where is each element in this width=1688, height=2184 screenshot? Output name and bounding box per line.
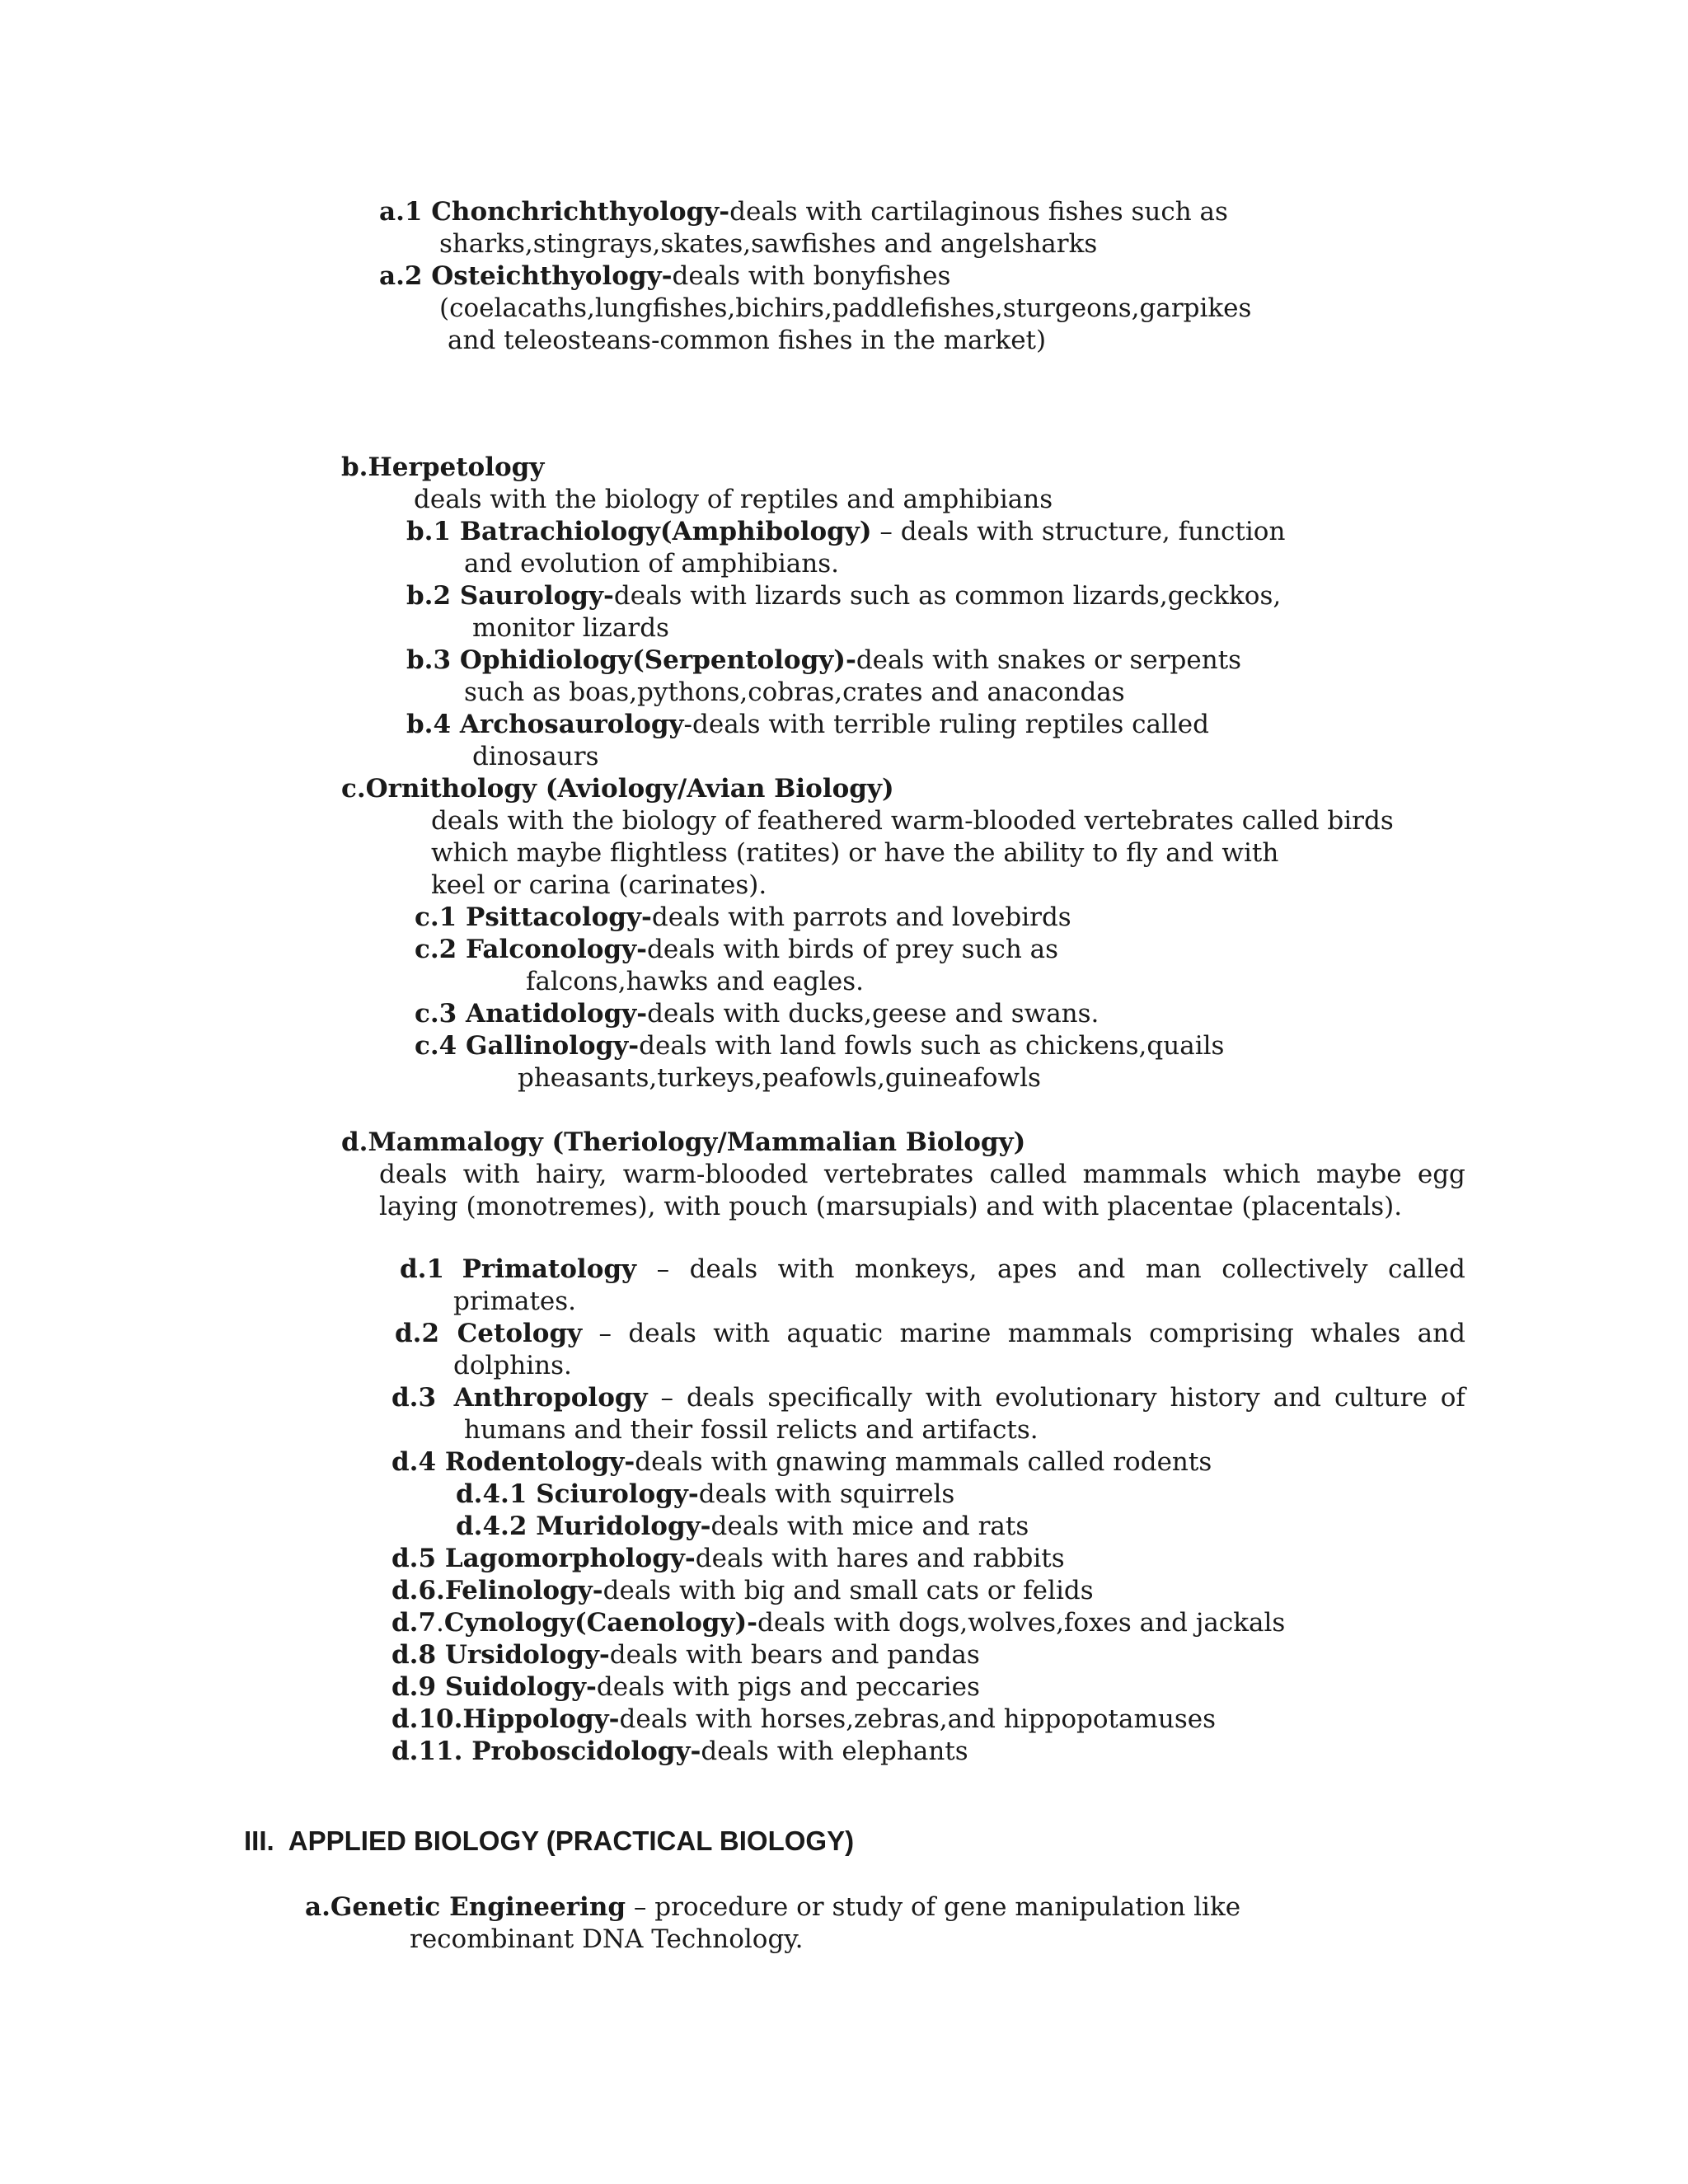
ornithology-desc-2: which maybe flightless (ratites) or have the ability to fly and with [431,838,1279,868]
item-b4 [406,709,1209,740]
item-b3-cont: such as boas,pythons,cobras,crates and anacondas [464,677,1125,707]
item-c1-label: c.1 Psittacology- [415,902,652,932]
word: comprising [1149,1319,1294,1348]
word: and [1273,1383,1322,1413]
item-d5-label: d.5 Lagomorphology- [392,1544,696,1573]
herpetology-desc: deals with the biology of reptiles and amphibians [414,485,1053,514]
item-d9-text: deals with pigs and peccaries [596,1672,980,1702]
item-d7-text: deals with dogs,wolves,foxes and jackals [757,1608,1286,1638]
item-d6-text: deals with big and small cats or felids [603,1576,1094,1605]
item-d4-label: d.4 Rodentology- [392,1447,635,1477]
mammalogy-desc-1 [379,1159,1465,1190]
word: with [713,1319,771,1348]
item-d41-label: d.4.1 Sciurology- [456,1479,699,1509]
item-b4-label: b.4 Archosaurology [406,710,684,739]
word: culture [1334,1383,1428,1413]
item-a2-text: deals with bonyfishes [672,261,951,291]
ornithology-desc-1: deals with the biology of feathered warm-blooded vertebrates called birds [431,806,1394,836]
word: monkeys, [855,1254,978,1284]
item-d10 [392,1704,1216,1735]
item-d10-label: d.10.Hippology- [392,1704,620,1734]
item-genetic-engineering-cont: recombinant DNA Technology. [410,1924,804,1954]
item-a1-cont: sharks,stingrays,skates,sawfishes and angelsharks [439,229,1098,259]
item-b1-text: – deals with structure, function [871,517,1286,546]
mammalogy-desc-2: laying (monotremes), with pouch (marsupials) and with placentae (placentals). [379,1192,1403,1221]
word: marine [899,1319,992,1348]
word: with [925,1383,982,1413]
item-c3-label: c.3 Anatidology- [415,999,648,1029]
item-b4-text: -deals with terrible ruling reptiles called [683,710,1209,739]
word: maybe [1315,1160,1402,1189]
item-c1 [415,902,1071,933]
word: and [1417,1319,1465,1348]
item-b1-cont: and evolution of amphibians. [464,549,839,579]
word: history [1170,1383,1260,1413]
item-c3-text: deals with ducks,geese and swans. [647,999,1100,1029]
item-b3 [406,644,1241,676]
word: apes [996,1254,1057,1284]
item-d11 [392,1736,968,1767]
word: – [598,1319,612,1348]
word: warm-blooded [622,1160,809,1189]
item-a1-label: a.1 Chonchrichthyology- [379,197,730,227]
word: deals [686,1383,755,1413]
item-c3 [415,998,1099,1029]
item-a2 [379,260,950,292]
item-d41 [456,1479,954,1510]
word: deals [628,1319,696,1348]
word: – [656,1254,670,1284]
item-d3-cont: humans and their fossil relicts and artifacts. [464,1415,1039,1445]
word: hairy, [535,1160,607,1189]
item-d5-text: deals with hares and rabbits [695,1544,1065,1573]
word: mammals [1007,1319,1132,1348]
item-c2-text: deals with birds of prey such as [646,935,1059,964]
word: and [1077,1254,1126,1284]
word: aquatic [786,1319,884,1348]
item-d7 [392,1607,1285,1638]
item-genetic-engineering [305,1891,1240,1923]
item-d9 [392,1671,980,1703]
item-b2-label: b.2 Saurology- [406,581,614,611]
item-d8 [392,1639,980,1671]
item-c2 [415,934,1058,965]
item-d4 [392,1446,1212,1478]
item-d1-cont: primates. [453,1286,577,1316]
item-c4-text: deals with land fowls such as chickens,quails [639,1031,1225,1061]
section-heading-applied-biology: III. APPLIED BIOLOGY (PRACTICAL BIOLOGY) [244,1825,855,1856]
item-c2-label: c.2 Falconology- [415,935,647,964]
item-d3-label: d.3 Anthropology [392,1383,648,1413]
item-d41-text: deals with squirrels [698,1479,955,1509]
word: which [1222,1160,1301,1189]
item-d10-text: deals with horses,zebras,and hippopotamuses [619,1704,1216,1734]
word: man [1145,1254,1202,1284]
word: deals [689,1254,758,1284]
item-c4-cont: pheasants,turkeys,peafowls,guineafowls [518,1063,1041,1093]
item-d42-text: deals with mice and rats [710,1511,1029,1541]
item-d2-cont: dolphins. [453,1351,572,1380]
item-b1 [406,516,1285,547]
word: called [1388,1254,1465,1284]
word: – [660,1383,674,1413]
word: evolutionary [995,1383,1157,1413]
ornithology-desc-3: keel or carina (carinates). [431,870,767,900]
item-c4 [415,1030,1224,1062]
item-d8-label: d.8 Ursidology- [392,1640,610,1670]
item-d4-text: deals with gnawing mammals called rodents [635,1447,1212,1477]
word: vertebrates [823,1160,974,1189]
item-d2 [395,1318,1465,1349]
item-d5 [392,1543,1065,1574]
item-genetic-engineering-label: a.Genetic Engineering [305,1892,626,1922]
item-d42 [456,1511,1029,1542]
item-d7-label-2: Cynology(Caenology)- [443,1608,757,1638]
item-a2-cont1: (coelacaths,lungfishes,bichirs,paddlefishes,sturgeons,garpikes [439,293,1252,323]
item-a1 [379,196,1228,227]
item-d3 [392,1382,1465,1413]
heading-herpetology: b.Herpetology [341,452,545,482]
item-a2-label: a.2 Osteichthyology- [379,261,673,291]
item-b2 [406,580,1281,612]
item-d8-text: deals with bears and pandas [609,1640,980,1670]
word: egg [1417,1160,1465,1189]
item-c4-label: c.4 Gallinology- [415,1031,640,1061]
item-d6-label: d.6.Felinology- [392,1576,603,1605]
word: deals [379,1160,448,1189]
item-d9-label: d.9 Suidology- [392,1672,597,1702]
heading-ornithology: c.Ornithology (Aviology/Avian Biology) [341,774,894,804]
heading-mammalogy: d.Mammalogy (Theriology/Mammalian Biology) [341,1127,1026,1157]
item-b1-label: b.1 Batrachiology(Amphibology) [406,517,872,546]
item-d11-label: d.11. Proboscidology- [392,1736,701,1766]
word: collectively [1221,1254,1368,1284]
word: called [989,1160,1067,1189]
word: with [777,1254,835,1284]
item-d42-label: d.4.2 Muridology- [456,1511,711,1541]
item-c2-cont: falcons,hawks and eagles. [526,967,864,996]
item-d11-text: deals with elephants [701,1736,968,1766]
item-genetic-engineering-text: – procedure or study of gene manipulation like [626,1892,1241,1922]
item-a1-text: deals with cartilaginous fishes such as [729,197,1228,227]
item-b3-label: b.3 Ophidiology(Serpentology)- [406,645,856,675]
word: whales [1311,1319,1401,1348]
item-d1-label: d.1 Primatology [400,1254,637,1284]
word: with [462,1160,520,1189]
item-b4-cont: dinosaurs [472,742,599,771]
word: specifically [767,1383,912,1413]
item-d2-label: d.2 Cetology [395,1319,583,1348]
item-d6 [392,1575,1094,1606]
item-b2-cont: monitor lizards [472,613,669,643]
item-d7-label: d.7 [392,1608,437,1638]
word: of [1440,1383,1465,1413]
word: mammals [1082,1160,1207,1189]
item-a2-cont2: and teleosteans-common fishes in the market) [448,326,1047,355]
item-b2-text: deals with lizards such as common lizards,geckkos, [613,581,1282,611]
item-d7-dot: . [436,1608,444,1638]
item-c1-text: deals with parrots and lovebirds [651,902,1071,932]
item-d1 [400,1254,1465,1285]
item-b3-text: deals with snakes or serpents [856,645,1242,675]
